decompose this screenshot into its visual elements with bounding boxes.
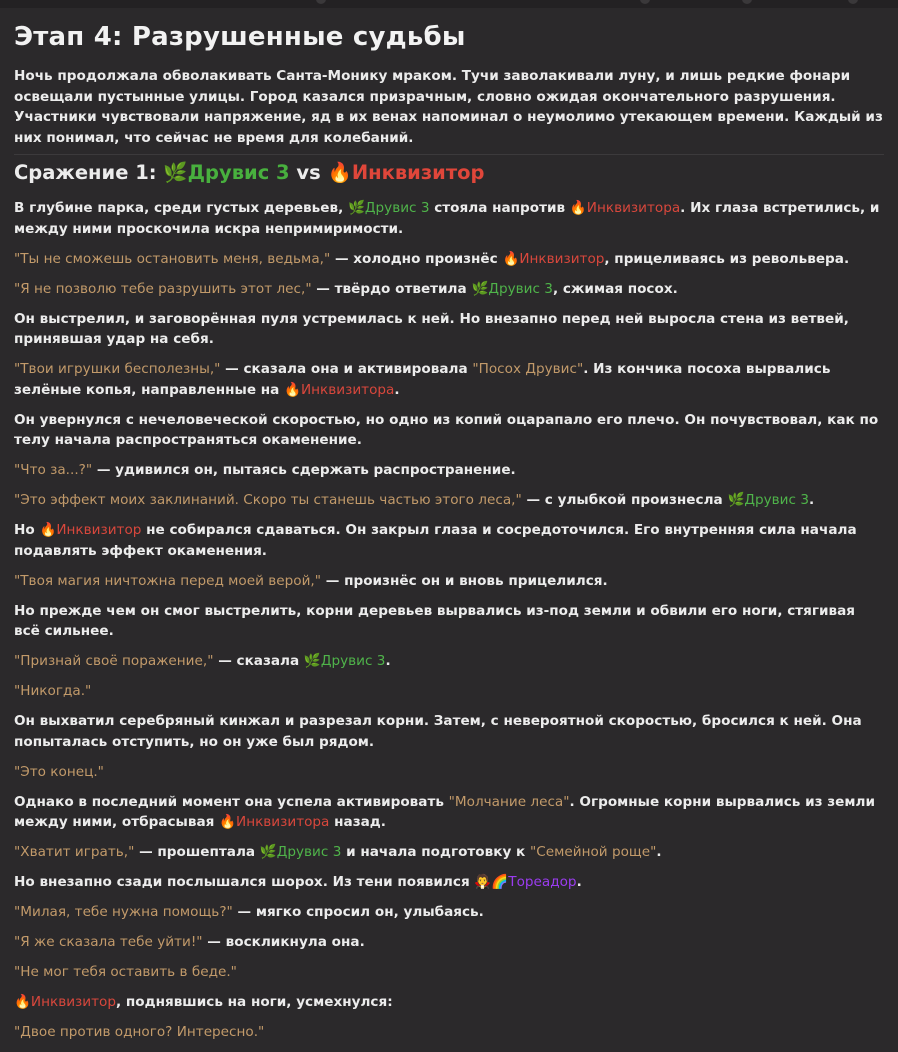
story-paragraph [14, 762, 884, 783]
quote-text: "Твоя магия ничтожна перед моей верой," [14, 572, 322, 589]
quote-text: "Твои игрушки бесполезны," [14, 361, 221, 377]
inquisitor-mention: 🔥Инквизитора [569, 200, 681, 216]
inquisitor-mention: 🔥Инквизитор [502, 250, 605, 267]
inquisitor-mention: 🔥Инквизитора [284, 381, 395, 398]
quote-text: "Я же сказала тебе уйти!" [14, 934, 203, 950]
divider [14, 154, 884, 155]
story-paragraph [14, 198, 884, 239]
story-paragraph [14, 872, 884, 893]
toolbar-icon[interactable] [316, 0, 326, 4]
text-run: Но внезапно сзади послышался шорох. Из тени появился [14, 874, 475, 890]
quote-text: "Никогда." [14, 683, 92, 699]
druid-emoji: 🌿 [163, 161, 188, 184]
druid-name: Друвис 3 [187, 161, 290, 184]
text-run: , прицеливаясь из револьвера. [604, 250, 850, 267]
text-run: Он выхватил серебряный кинжал и разрезал корни. Затем, с невероятной скоростью, бросился к ней. Она попыталась отступить, но он уже был рядом. [14, 713, 862, 750]
quote-text: "Милая, тебе нужна помощь?" [14, 904, 233, 920]
story-paragraph [14, 359, 884, 400]
battle-prefix: Сражение 1: [14, 161, 164, 184]
text-run: — холодно произнёс [330, 250, 503, 267]
quote-text: "Семейной роще" [530, 844, 657, 860]
text-run: Но [14, 522, 40, 538]
story-paragraph [14, 902, 884, 923]
inquisitor-mention: 🔥Инквизитора [219, 814, 330, 830]
intro-paragraph: Ночь продолжала обволакивать Санта-Монику мраком. Тучи заволакивали луну, и лишь редкие фонари освещали пустынные улицы. Город казался призрачным, словно ожидая окончательного разрушения. Участники чувствовали напряжение, яд в их венах напоминал о неумолимо утекающем времени. Каждый из них понимал, что сейчас не время для колебаний. [14, 68, 883, 146]
message-content [14, 8, 884, 1052]
quote-text: "Хватит играть," [14, 844, 135, 860]
story-paragraph [14, 249, 884, 270]
quote-text: "Двое против одного? Интересно." [14, 1024, 265, 1040]
text-run: , сжимая посох. [552, 280, 678, 297]
text-run: Но прежде чем он смог выстрелить, корни деревьев вырвались из-под земли и обвили его ноги, стягивая всё сильнее. [14, 602, 856, 639]
text-run: . [576, 874, 582, 890]
quote-text: "Это конец." [14, 763, 104, 780]
text-run: — произнёс он и вновь прицелился. [321, 572, 608, 589]
story-paragraph [14, 279, 884, 300]
top-toolbar [0, 0, 898, 8]
text-run: Он выстрелил, и заговорённая пуля устремилась к ней. Но внезапно перед ней выросла стена из ветвей, принявшая удар на себя. [14, 310, 849, 347]
text-run: и начала подготовку к [341, 844, 531, 860]
druid-mention: 🌿Друвис 3 [727, 492, 809, 508]
inquisitor-emoji: 🔥 [327, 161, 352, 184]
druid-mention: 🌿Друвис 3 [303, 653, 386, 669]
quote-text: "Признай своё поражение," [14, 653, 214, 669]
story-paragraph [14, 792, 884, 833]
text-run: — сказала [213, 653, 304, 669]
story-paragraph [14, 962, 884, 983]
text-run: — мягко спросил он, улыбаясь. [232, 904, 484, 920]
text-run: — удивился он, пытаясь сдержать распространение. [92, 462, 516, 478]
story-paragraph [14, 711, 884, 752]
inquisitor-mention: 🔥Инквизитор [39, 522, 142, 538]
toreador-mention: 🧛🌈Тореадор [474, 874, 577, 890]
story-paragraph [14, 681, 884, 702]
story-paragraph [14, 932, 884, 953]
druid-mention: 🌿Друвис 3 [347, 200, 430, 216]
battle-heading [14, 161, 884, 184]
toolbar-icon[interactable] [848, 0, 858, 4]
quote-text: "Это эффект моих заклинаний. Скоро ты станешь частью этого леса," [14, 492, 522, 508]
toolbar-icon[interactable] [742, 0, 752, 4]
text-run: . [385, 653, 391, 669]
text-run: назад. [329, 814, 386, 830]
text-run: . Огромные корни вырвались из земли между ними, отбрасывая [14, 793, 875, 830]
text-run: — с улыбкой произнесла [521, 492, 728, 508]
text-run: — прошептала [134, 844, 260, 860]
story-paragraph [14, 490, 884, 511]
quote-text: "Что за...?" [14, 462, 93, 478]
story-paragraph [14, 992, 884, 1013]
text-run: . [656, 844, 662, 860]
quote-text: "Ты не сможешь остановить меня, ведьма," [14, 250, 331, 267]
text-run: . [808, 492, 815, 508]
druid-mention: 🌿Друвис 3 [471, 280, 553, 297]
inquisitor-mention: 🔥Инквизитор [14, 994, 116, 1010]
text-run: — твёрдо ответила [311, 280, 472, 297]
story-paragraph [14, 1022, 884, 1043]
text-run: . Их глаза встретились, и между ними проскочила искра непримиримости. [14, 200, 880, 237]
inquisitor-name: Инквизитор [351, 161, 485, 184]
text-run: стояла напротив [429, 200, 570, 216]
story-paragraph [14, 601, 884, 642]
story-paragraph [14, 309, 884, 350]
story-paragraph [14, 410, 884, 451]
story-paragraph [14, 571, 884, 592]
text-run: Однако в последний момент она успела активировать [14, 793, 449, 810]
text-run: — сказала она и активировала [220, 361, 473, 377]
toolbar-icon[interactable] [640, 0, 650, 4]
druid-mention: 🌿Друвис 3 [259, 844, 342, 860]
quote-text: "Не мог тебя оставить в беде." [14, 964, 237, 980]
story-paragraph [14, 651, 884, 672]
text-run: . [394, 381, 400, 398]
story-paragraph [14, 460, 884, 481]
text-run: В глубине парка, среди густых деревьев, [14, 200, 348, 216]
story-paragraphs [14, 198, 884, 1043]
stage-title: Этап 4: Разрушенные судьбы [14, 22, 466, 52]
story-paragraph [14, 520, 884, 561]
quote-text: "Посох Друвис" [472, 361, 584, 377]
vs-label: vs [289, 161, 328, 184]
text-run: , поднявшись на ноги, усмехнулся: [115, 994, 393, 1010]
quote-text: "Молчание леса" [448, 793, 570, 810]
text-run: . Из кончика посоха вырвались зелёные копья, направленные на [14, 361, 831, 398]
text-run: — воскликнула она. [202, 934, 365, 950]
text-run: не собирался сдаваться. Он закрыл глаза и сосредоточился. Его внутренняя сила начала подавлять эффект окаменения. [14, 522, 857, 559]
text-run: Он увернулся с нечеловеческой скоростью, но одно из копий оцарапало его плечо. Он почувствовал, как по телу начала распространяться окаменение. [14, 411, 879, 448]
story-paragraph [14, 842, 884, 863]
quote-text: "Я не позволю тебе разрушить этот лес," [14, 280, 312, 297]
